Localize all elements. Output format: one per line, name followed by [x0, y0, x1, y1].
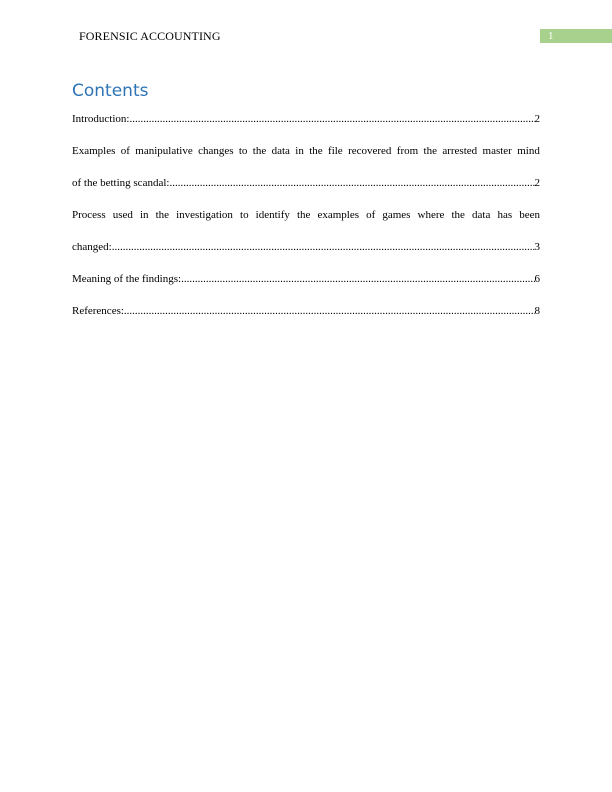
toc-entry-page: 3 [534, 241, 540, 253]
page-number: 1 [548, 30, 554, 42]
page-number-badge [540, 29, 612, 43]
toc-entry-label: Meaning of the findings: [72, 273, 182, 285]
toc-entry-meaning[interactable] [72, 263, 540, 295]
toc-leader-dots [181, 263, 534, 295]
toc-leader-dots [112, 231, 535, 263]
toc-entry-label-line-2: of the betting scandal: [72, 177, 170, 189]
toc-entry-label-line-2: changed: [72, 241, 112, 253]
toc-entry-label: Introduction: [72, 113, 130, 125]
toc-entry-page: 2 [534, 177, 540, 189]
toc-leader-dots [169, 167, 534, 199]
toc-entry-label: References: [72, 305, 124, 317]
table-of-contents [72, 103, 540, 327]
toc-entry-page: 6 [534, 273, 540, 285]
toc-entry-label-line-1: Examples of manipulative changes to the data in the file recovered from the arrested master mind [72, 145, 540, 157]
toc-entry-page: 8 [534, 305, 540, 317]
toc-entry-process[interactable] [72, 199, 540, 263]
toc-leader-dots [129, 103, 534, 135]
toc-leader-dots [124, 295, 535, 327]
toc-entry-page: 2 [534, 113, 540, 125]
toc-entry-label-line-1: Process used in the investigation to identify the examples of games where the data has been [72, 209, 540, 221]
toc-heading: Contents [72, 81, 149, 101]
toc-entry-examples[interactable] [72, 135, 540, 199]
header-title: FORENSIC ACCOUNTING [79, 29, 221, 43]
toc-entry-introduction[interactable] [72, 103, 540, 135]
toc-entry-references[interactable] [72, 295, 540, 327]
